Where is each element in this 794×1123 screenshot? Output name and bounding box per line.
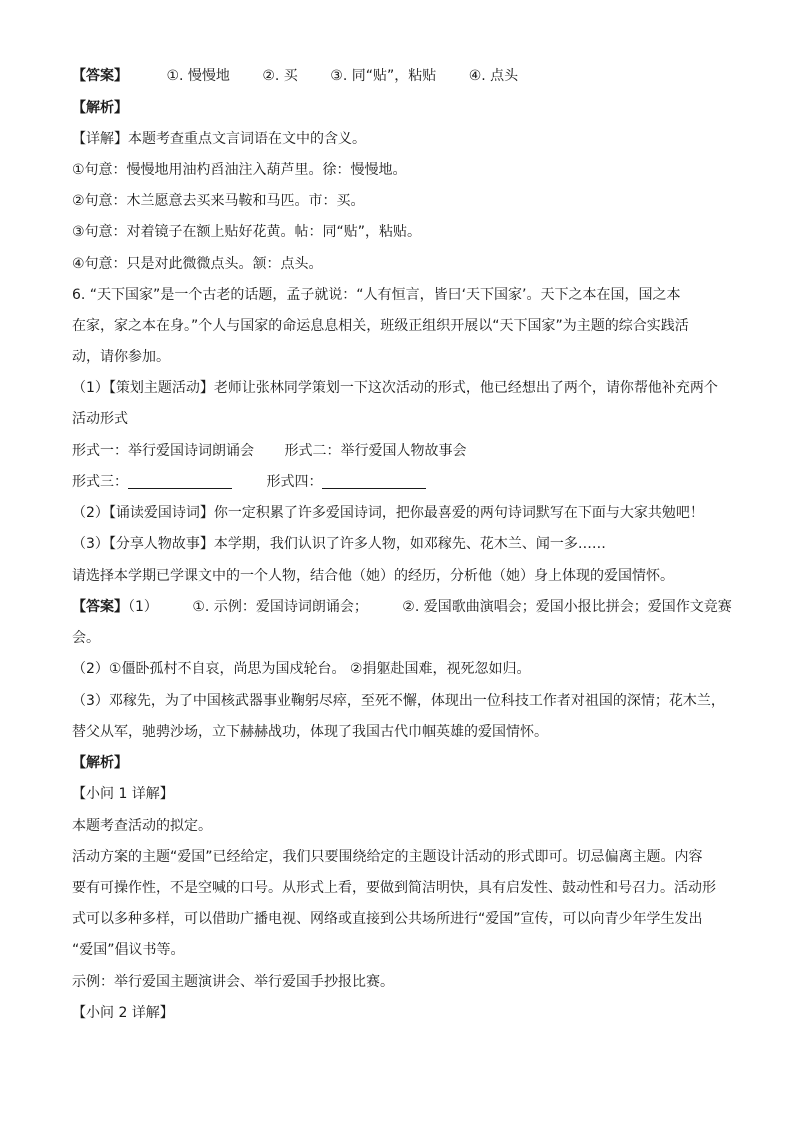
- q6-part1-line-1: [72, 378, 718, 398]
- sub1-para-line-2: 要有可操作性，不是空喊的口号。从形式上看，要做到简洁明快，具有启发性、鼓动性和号召力。活动形: [72, 880, 716, 896]
- form-two: 形式二：举行爱国人物故事会: [284, 443, 467, 459]
- q6-answer-line-4: 替父从军，驰骋沙场，立下赫赫战功，体现了我国古代巾帼英雄的爱国情怀。: [72, 724, 548, 740]
- part1-text: 老师让张林同学策划一下这次活动的形式，他已经想出了两个，请你帮他补充两个: [213, 380, 718, 396]
- q6-answer-item-1: ①. 示例：爱国诗词朗诵会；: [192, 599, 368, 615]
- q5-answer-line: [72, 66, 518, 86]
- detail-line: [72, 129, 366, 149]
- detail-label: 【详解】: [72, 131, 128, 147]
- part1-tag: 【策划主题活动】: [108, 380, 214, 396]
- q6-answer-item-2: ②. 爱国歌曲演唱会；爱国小报比拼会；爱国作文竞赛: [402, 599, 732, 615]
- analysis-line-2: ②句意：木兰愿意去买来马鞍和马匹。市：买。: [72, 193, 365, 209]
- sub1-para-line-3: 式可以多种多样，可以借助广播电视、网络或直接到公共场所进行“爱国”宣传，可以向青少年学生发出: [72, 911, 703, 927]
- forms-row-2: [72, 472, 426, 492]
- answer-item-2: ②. 买: [262, 68, 298, 84]
- part3-tag: 【分享人物故事】: [108, 536, 214, 552]
- analysis-line-1: ①句意：慢慢地用油杓舀油注入葫芦里。徐：慢慢地。: [72, 162, 407, 178]
- q6-intro-line-2: 在家，家之本在身。”个人与国家的命运息息相关，班级正组织开展以“天下国家”为主题的综合实践活: [72, 318, 689, 334]
- analysis-label: 【解析】: [72, 100, 128, 116]
- q6-part3-line-2: 请选择本学期已学课文中的一个人物，结合他（她）的经历，分析他（她）身上体现的爱国情怀。: [72, 568, 674, 584]
- q6-answer-line-2: （2）①僵卧孤村不自哀，尚思为国戍轮台。 ②捐躯赴国难，视死忽如归。: [72, 661, 531, 677]
- part3-text: 本学期，我们认识了许多人物，如邓稼先、花木兰、闻一多……: [213, 536, 606, 552]
- part2-prefix: （2）: [72, 505, 109, 521]
- sub1-example: 示例：举行爱国主题演讲会、举行爱国手抄报比赛。: [72, 974, 394, 990]
- q6-answer-line-1-cont: 会。: [72, 630, 100, 646]
- q6-part3-line-1: [72, 534, 606, 554]
- part1-prefix: （1）: [72, 380, 109, 396]
- sub1-para-line-1: 活动方案的主题“爱国”已经给定，我们只要围绕给定的主题设计活动的形式即可。切忌偏离主题。内容: [72, 849, 703, 865]
- sub2-label: 【小问 2 详解】: [72, 1005, 174, 1021]
- sub1-label: 【小问 1 详解】: [72, 786, 174, 802]
- answer-label: 【答案】: [72, 68, 128, 84]
- answer-item-1: ①. 慢慢地: [166, 68, 230, 84]
- part2-text: 你一定积累了许多爱国诗词，把你最喜爱的两句诗词默写在下面与大家共勉吧！: [213, 505, 704, 521]
- sub1-para-line-4: “爱国”倡议书等。: [72, 942, 185, 958]
- analysis-line-3: ③句意：对着镜子在额上贴好花黄。帖：同“贴”，粘贴。: [72, 224, 422, 240]
- q6-answer-line-1: [72, 597, 732, 617]
- form-four: 形式四：: [266, 474, 323, 490]
- part2-tag: 【诵读爱国诗词】: [108, 505, 214, 521]
- q6-answer-label: 【答案】: [72, 599, 128, 615]
- q6-part1-line-2: 活动形式: [72, 411, 128, 427]
- sub1-text: 本题考查活动的拟定。: [72, 818, 212, 834]
- detail-text: 本题考查重点文言词语在文中的含义。: [128, 131, 366, 147]
- form-three: 形式三：: [72, 474, 128, 490]
- form-one: 形式一：举行爱国诗词朗诵会: [72, 443, 254, 459]
- form-three-blank: [128, 474, 232, 489]
- answer-item-4: ④. 点头: [468, 68, 519, 84]
- q6-analysis-label: 【解析】: [72, 755, 128, 771]
- analysis-line-4: ④句意：只是对此微微点头。颔：点头。: [72, 256, 323, 272]
- q6-part2-line: [72, 503, 704, 523]
- q6-intro-line-1: 6. “天下国家”是一个古老的话题，孟子就说：“人有恒言，皆曰‘天下国家’。天下之本在国，国之本: [72, 287, 681, 303]
- forms-row-1: [72, 441, 466, 461]
- answer-item-3: ③. 同“贴”，粘贴: [330, 68, 437, 84]
- q6-answer-prefix: （1）: [128, 599, 158, 615]
- form-four-blank: [322, 474, 426, 489]
- part3-prefix: （3）: [72, 536, 109, 552]
- q6-intro-line-3: 动，请你参加。: [72, 349, 170, 365]
- q6-answer-line-3: （3）邓稼先，为了中国核武器事业鞠躬尽瘁，至死不懈，体现出一位科技工作者对祖国的深情；花木兰，: [72, 693, 725, 709]
